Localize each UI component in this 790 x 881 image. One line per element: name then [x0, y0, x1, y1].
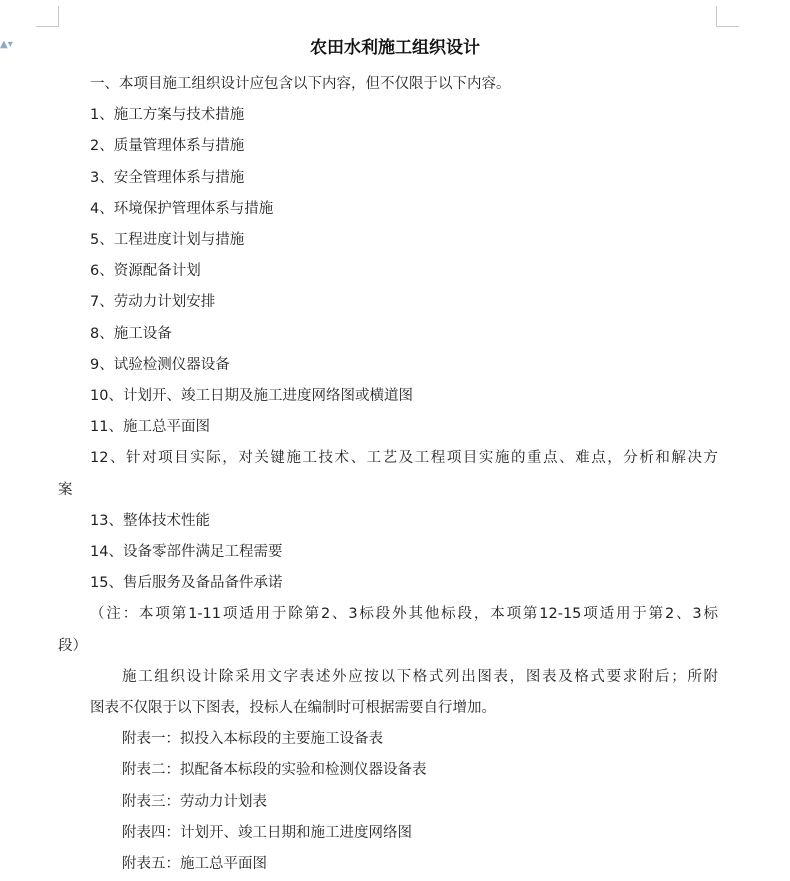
intro-line: 一、本项目施工组织设计应包含以下内容，但不仅限于以下内容。: [90, 76, 511, 92]
list-item-12-line1: 12、针对项目实际，对关键施工技术、工艺及工程项目实施的重点、难点，分析和解决方: [90, 450, 718, 466]
page-corner-marker-top-right: [716, 6, 739, 27]
list-item: 8、施工设备: [90, 326, 172, 342]
list-item: 1、施工方案与技术措施: [90, 107, 245, 123]
list-item: 5、工程进度计划与措施: [90, 232, 245, 248]
attachment-item: 附表四：计划开、竣工日期和施工进度网络图: [122, 825, 412, 841]
list-item: 15、售后服务及备品备件承诺: [90, 575, 283, 591]
list-item: 11、施工总平面图: [90, 419, 210, 435]
attachment-item: 附表五：施工总平面图: [122, 856, 267, 872]
attachment-item: 附表二：拟配备本标段的实验和检测仪器设备表: [122, 762, 427, 778]
list-item: 4、环境保护管理体系与措施: [90, 201, 274, 217]
attachment-item: 附表一：拟投入本标段的主要施工设备表: [122, 731, 383, 747]
list-item: 14、设备零部件满足工程需要: [90, 544, 283, 560]
attachment-item: 附表三：劳动力计划表: [122, 794, 267, 810]
list-item-12-line2: 案: [58, 482, 73, 498]
paragraph-line1: 施工组织设计除采用文字表述外应按以下格式列出图表，图表及格式要求附后；所附: [122, 669, 718, 685]
paragraph-line2: 图表不仅限于以下图表，投标人在编制时可根据需要自行增加。: [90, 700, 496, 716]
list-item: 10、计划开、竣工日期及施工进度网络图或横道图: [90, 388, 413, 404]
note-line1: （注：本项第1-11项适用于除第2、3标段外其他标段，本项第12-15项适用于第2、3标: [90, 606, 718, 622]
list-item: 7、劳动力计划安排: [90, 294, 216, 310]
list-item: 13、整体技术性能: [90, 513, 210, 529]
page-corner-marker-top-left: [36, 6, 59, 27]
list-item: 3、安全管理体系与措施: [90, 170, 245, 186]
note-line2: 段）: [58, 638, 87, 654]
page-marker-icon[interactable]: ▲▾: [0, 39, 13, 50]
list-item: 6、资源配备计划: [90, 263, 201, 279]
list-item: 9、试验检测仪器设备: [90, 357, 230, 373]
list-item: 2、质量管理体系与措施: [90, 138, 245, 154]
document-title: 农田水利施工组织设计: [310, 38, 480, 58]
